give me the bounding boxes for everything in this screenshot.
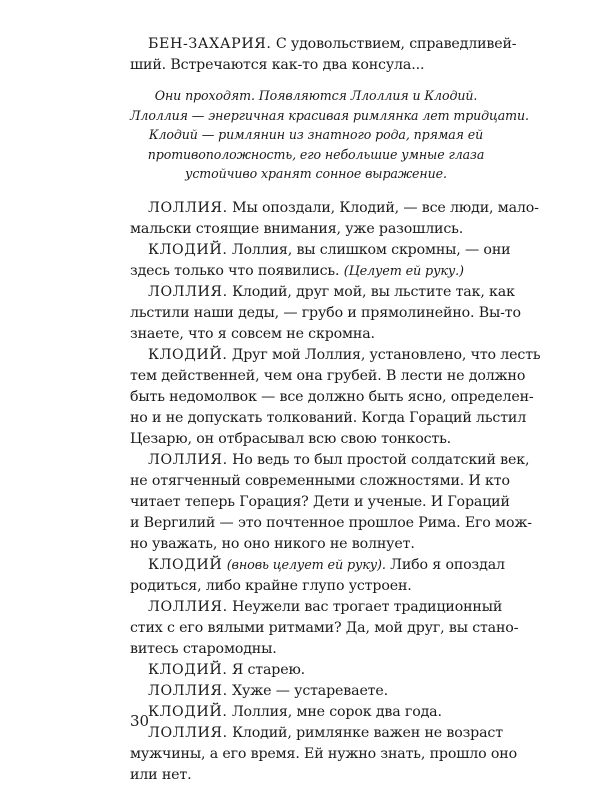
line-text: Друг мой Лоллия, установлено, что лесть bbox=[227, 346, 541, 363]
text-line bbox=[130, 345, 541, 366]
line-text: мальски стоящие внимания, уже разошлись. bbox=[130, 220, 464, 237]
stage-direction-line: Ллоллия — энергичная красивая римлянка лет тридцати. bbox=[130, 107, 529, 123]
line-text: Цезарю, он отбрасывал всю свою тонкость. bbox=[130, 430, 452, 447]
text-line bbox=[130, 681, 502, 702]
line-text: Хуже — устареваете. bbox=[227, 682, 388, 699]
line-text: тем действенней, чем она грубей. В лести не должно bbox=[130, 367, 526, 384]
text-line bbox=[130, 660, 502, 681]
stage-direction-line: Клодий — римлянин из знатного рода, прямая ей bbox=[148, 127, 484, 143]
line-text: Я старею. bbox=[227, 661, 306, 678]
line-text: Но ведь то был простой солдатский век, bbox=[227, 451, 530, 468]
text-line bbox=[130, 723, 502, 744]
line-text: и Вергилий — это почтенное прошлое Рима. Его мож- bbox=[130, 514, 532, 531]
line-text: или нет. bbox=[130, 766, 192, 783]
text-line bbox=[130, 618, 519, 639]
text-line bbox=[130, 198, 539, 219]
text-line bbox=[130, 639, 502, 660]
line-text: Лоллия, мне сорок два года. bbox=[227, 703, 442, 720]
speaker-name: КЛОДИЙ. bbox=[148, 661, 228, 678]
speaker-name: КЛОДИЙ bbox=[148, 556, 223, 573]
line-text: Мы опоздали, Клодий, — все люди, мало- bbox=[227, 199, 539, 216]
line-text: не отягченный современными сложностями. И кто bbox=[130, 472, 510, 489]
line-text: витесь старомодны. bbox=[130, 640, 277, 657]
speaker-name: ЛОЛЛИЯ. bbox=[148, 682, 228, 699]
speaker-name: ЛОЛЛИЯ. bbox=[148, 724, 228, 741]
stage-direction-line: устойчиво хранят сонное выражение. bbox=[185, 166, 447, 182]
text-line bbox=[130, 765, 502, 786]
line-text: Лоллия, вы слишком скромны, — они bbox=[227, 241, 511, 258]
line-text: читает теперь Горация? Дети и ученые. И Гораций bbox=[130, 493, 510, 510]
line-text: знаете, что я совсем не скромна. bbox=[130, 325, 375, 342]
line-text: Неужели вас трогает традиционный bbox=[227, 598, 503, 615]
speaker-name: КЛОДИЙ. bbox=[148, 346, 228, 363]
text-line bbox=[130, 744, 517, 765]
line-text: но уважать, но оно никого не волнует. bbox=[130, 535, 415, 552]
line-text: стих с его вялыми ритмами? Да, мой друг, вы стано- bbox=[130, 619, 519, 636]
speaker-name: ЛОЛЛИЯ. bbox=[148, 451, 228, 468]
stage-direction-line: противоположность, его небольшие умные глаза bbox=[147, 146, 485, 162]
speaker-name: ЛОЛЛИЯ. bbox=[148, 598, 228, 615]
text-line bbox=[130, 429, 502, 450]
text-line bbox=[130, 471, 510, 492]
line-text: ший. Встречаются как-то два консула... bbox=[130, 57, 425, 73]
speaker-name: ЛОЛЛИЯ. bbox=[148, 199, 228, 216]
speaker-name: БЕН-ЗАХАРИЯ. bbox=[148, 36, 272, 52]
line-text: но и не допускать толкований. Когда Гораций льстил bbox=[130, 409, 527, 426]
text-line bbox=[130, 450, 530, 471]
text-line bbox=[130, 282, 515, 303]
text-line bbox=[130, 303, 521, 324]
text-line bbox=[130, 261, 502, 282]
line-text: Либо я опоздал bbox=[385, 556, 505, 573]
text-line bbox=[130, 219, 502, 240]
line-text: С удовольствием, справедливей- bbox=[271, 36, 517, 52]
line-text: здесь только что появились. bbox=[130, 262, 344, 279]
stage-direction bbox=[130, 86, 529, 184]
line-text: быть недомолвок — все должно быть ясно, определен- bbox=[130, 388, 534, 405]
stage-remark: (Целует ей руку.) bbox=[343, 263, 464, 279]
text-line bbox=[130, 576, 502, 597]
page-number: 30 bbox=[130, 712, 150, 730]
line-text: Клодий, римлянке важен не возраст bbox=[227, 724, 503, 741]
text-line bbox=[130, 702, 502, 723]
text-line bbox=[130, 34, 517, 55]
text-line bbox=[130, 366, 526, 387]
line-text: мужчины, а его время. Ей нужно знать, прошло оно bbox=[130, 745, 517, 762]
line-text: родиться, либо крайне глупо устроен. bbox=[130, 577, 412, 594]
text-line bbox=[130, 513, 532, 534]
speaker-name: КЛОДИЙ. bbox=[148, 703, 228, 720]
speaker-name: ЛОЛЛИЯ. bbox=[148, 283, 228, 300]
text-line bbox=[130, 240, 511, 261]
text-line bbox=[130, 555, 505, 576]
text-line bbox=[130, 55, 502, 76]
line-text: Клодий, друг мой, вы льстите так, как bbox=[227, 283, 515, 300]
line-text: льстили наши деды, — грубо и прямолинейно. Вы-то bbox=[130, 304, 521, 321]
text-line bbox=[130, 387, 534, 408]
stage-remark: (вновь целует ей руку). bbox=[226, 557, 386, 573]
text-line bbox=[130, 324, 502, 345]
stage-direction-line: Они проходят. Появляются Ллоллия и Клодий. bbox=[154, 88, 478, 103]
page-text bbox=[130, 34, 541, 786]
speaker-name: КЛОДИЙ. bbox=[148, 241, 228, 258]
text-line bbox=[130, 492, 510, 513]
text-line bbox=[130, 597, 502, 618]
text-line bbox=[130, 408, 527, 429]
text-line bbox=[130, 534, 502, 555]
